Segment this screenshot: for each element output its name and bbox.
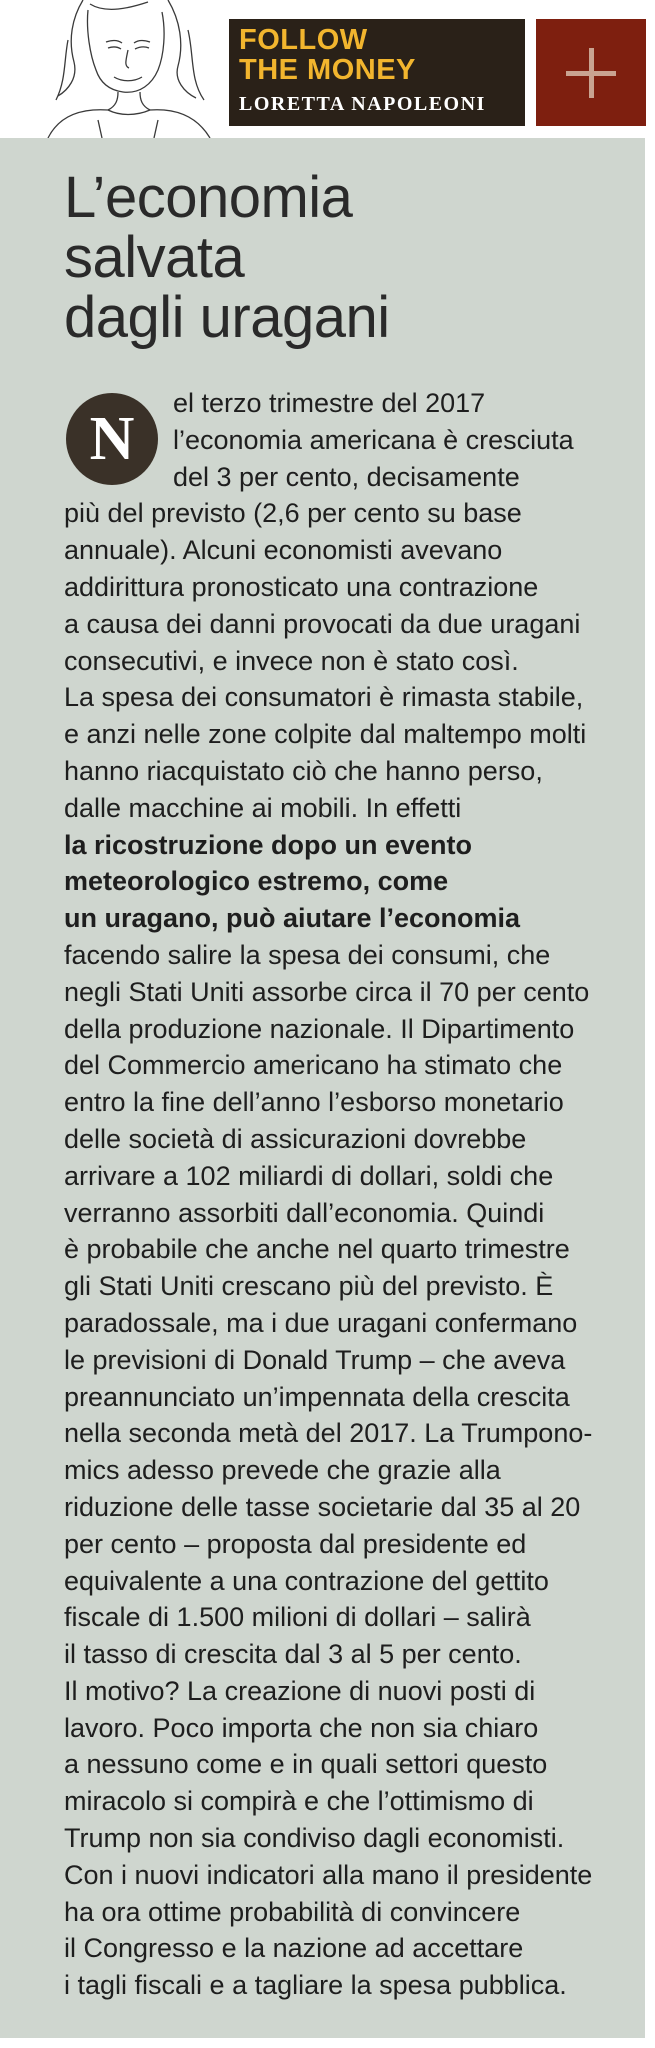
article-body-line: Il motivo? La creazione di nuovi posti di — [64, 1675, 536, 1706]
article-body-line: mics adesso prevede che grazie alla — [64, 1455, 501, 1486]
plus-icon-vertical — [589, 48, 594, 98]
article-body-line: della produzione nazionale. Il Dipartimento — [64, 1013, 575, 1044]
author-name: LORETTA NAPOLEONI — [239, 93, 486, 115]
article-body-line: e anzi nelle zone colpite dal maltempo molti — [64, 719, 587, 750]
article-body-line: nella seconda metà del 2017. La Trumpono- — [64, 1418, 593, 1449]
article-body-line: paradossale, ma i due uragani confermano — [64, 1307, 578, 1338]
article-highlight-line: un uragano, può aiutare l’economia — [64, 903, 521, 934]
article-body-line: negli Stati Uniti assorbe circa il 70 per cento — [64, 976, 590, 1007]
column-label — [229, 19, 525, 126]
article-body-line: ha ora ottime probabilità di convincere — [64, 1896, 521, 1927]
article-body-line: lavoro. Poco importa che non sia chiaro — [64, 1712, 539, 1743]
article-body-line: verranno assorbiti dall’economia. Quindi — [64, 1197, 545, 1228]
article-body-line: del Commercio americano ha stimato che — [64, 1050, 563, 1081]
article-title — [64, 165, 624, 350]
plus-badge — [536, 19, 646, 126]
article-body-line: gli Stati Uniti crescano più del previsto. È — [64, 1271, 554, 1302]
column-name-line2: THE MONEY — [239, 54, 416, 86]
article-body-line: delle società di assicurazioni dovrebbe — [64, 1123, 527, 1154]
article-body-line: è probabile che anche nel quarto trimestre — [64, 1234, 570, 1265]
article-body-line: il tasso di crescita dal 3 al 5 per cento. — [64, 1639, 522, 1670]
article-highlight-line: meteorologico estremo, come — [64, 866, 449, 897]
article-body-line: a causa dei danni provocati da due uragani — [64, 608, 581, 639]
article-body-line: del 3 per cento, decisamente — [173, 461, 520, 492]
column-name — [239, 25, 416, 85]
article-body-line: dalle macchine ai mobili. In effetti — [64, 792, 462, 823]
article-body-line: riduzione delle tasse societarie dal 35 al 20 — [64, 1491, 581, 1522]
title-line: salvata — [64, 225, 245, 290]
article-body-line: arrivare a 102 miliardi di dollari, soldi che — [64, 1160, 554, 1191]
article-body-line: consecutivi, e invece non è stato così. — [64, 645, 519, 676]
article-body-line: Trump non sia condiviso dagli economisti. — [64, 1823, 565, 1854]
title-line: dagli uragani — [64, 285, 390, 350]
article-body-line: i tagli fiscali e a tagliare la spesa pubblica. — [64, 1970, 567, 2001]
article-body-line: fiscale di 1.500 milioni di dollari – salirà — [64, 1602, 531, 1633]
article-highlight-line: la ricostruzione dopo un evento — [64, 829, 473, 860]
article-body-line: miracolo si compirà e che l’ottimismo di — [64, 1786, 534, 1817]
article-body-line: preannunciato un’impennata della crescita — [64, 1381, 570, 1412]
article-body-line: equivalente a una contrazione del gettito — [64, 1565, 549, 1596]
article-body-line: l’economia americana è cresciuta — [173, 424, 574, 455]
article-body-line: hanno riacquistato ciò che hanno perso, — [64, 755, 543, 786]
title-line: L’economia — [64, 165, 353, 230]
drop-cap: N — [66, 393, 158, 485]
article-body-line: facendo salire la spesa dei consumi, che — [64, 939, 551, 970]
article-body-line: per cento – proposta dal presidente ed — [64, 1528, 527, 1559]
article-body-line: le previsioni di Donald Trump – che aveva — [64, 1344, 566, 1375]
column-name-line1: FOLLOW — [239, 24, 368, 56]
column-header — [0, 0, 655, 138]
article-body-line: entro la fine dell’anno l’esborso monetario — [64, 1087, 564, 1118]
author-portrait-illustration — [28, 0, 228, 138]
article-body-line: La spesa dei consumatori è rimasta stabile, — [64, 682, 584, 713]
article-body-line: a nessuno come e in quali settori questo — [64, 1749, 548, 1780]
article-body-line: addirittura pronosticato una contrazione — [64, 571, 539, 602]
article-body-line: il Congresso e la nazione ad accettare — [64, 1933, 524, 1964]
article-body-line: el terzo trimestre del 2017 — [173, 388, 486, 418]
article-body — [64, 385, 624, 2004]
article-body-line: Con i nuovi indicatori alla mano il presidente — [64, 1859, 593, 1890]
article-body-line: annuale). Alcuni economisti avevano — [64, 535, 503, 566]
article-body-line: più del previsto (2,6 per cento su base — [64, 498, 522, 529]
